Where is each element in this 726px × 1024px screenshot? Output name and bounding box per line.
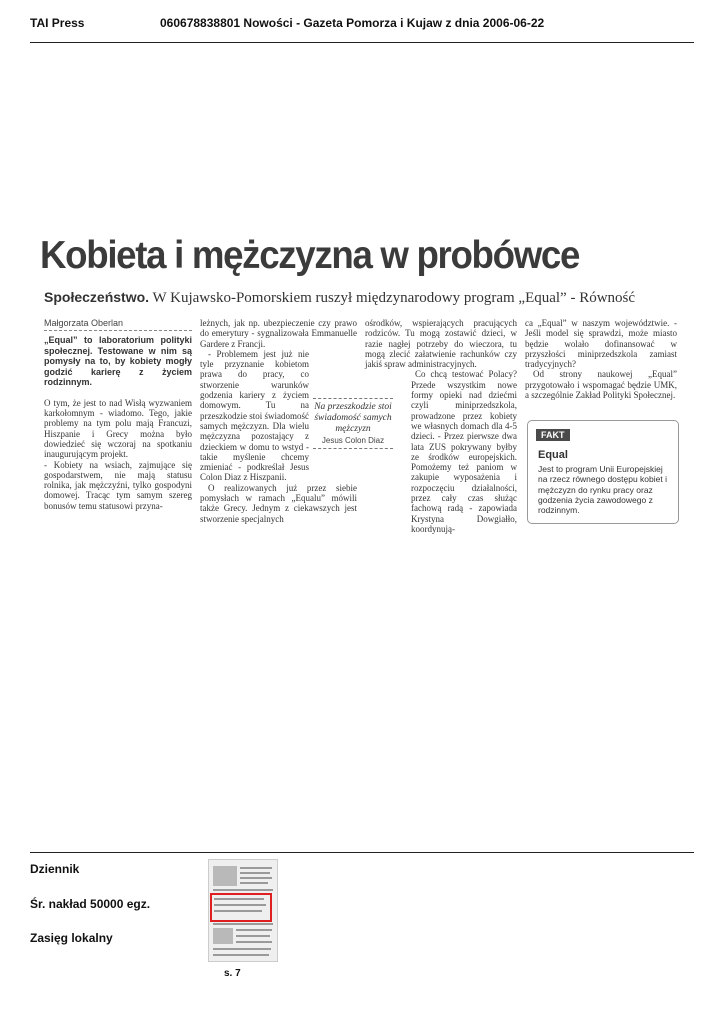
thumbnail-photo (213, 866, 237, 886)
thumbnail-line (213, 948, 271, 950)
fact-badge: FAKT (536, 429, 570, 441)
author-byline: Małgorzata Oberlan (44, 318, 192, 331)
paragraph: - Kobiety na wsiach, zajmujące się gospodarstwem, nie mają statusu rolnika, jak mężczyźni, tylko gospodyni domowej. Tracąc tym samym szereg bonusów temu statusowi przyna- (44, 459, 192, 511)
section-label: Społeczeństwo. (44, 289, 150, 305)
page-number: s. 7 (224, 968, 241, 979)
publication-info: 060678838801 Nowości - Gazeta Pomorza i Kujaw z dnia 2006-06-22 (160, 16, 545, 30)
article-headline: Kobieta i mężczyzna w probówce (40, 234, 580, 277)
pull-quote-text: Na przeszkodzie stoi świadomość samych mężczyzn (314, 402, 392, 434)
paragraph: ośrodków, wspierających pracujących rodziców. Tu mogą zostawić dzieci, w razie nagłej potrzeby do wieczora, tu mogą zlecić załatwienie rachunków czy jakiś spraw administracyjnych. (365, 318, 517, 370)
fact-box (527, 420, 679, 524)
fact-title: Equal (538, 449, 568, 461)
article-lead: „Equal” to laboratorium polityki społecznej. Testowane w nim są pomysły na to, by kobiety mogły godzić karierę z życiem rodzinnym. (44, 335, 192, 388)
thumbnail-line (240, 882, 268, 884)
distribution-range: Zasięg lokalny (30, 931, 113, 945)
paragraph: Od strony naukowej „Equal” przygotowało i wspomagać będzie UMK, a szczególnie Zakład Polityki Społecznej. (525, 369, 677, 401)
thumbnail-line (240, 867, 272, 869)
thumbnail-line (236, 935, 270, 937)
pull-quote-author: Jesus Colon Diaz (321, 436, 385, 445)
thumbnail-line (240, 872, 270, 874)
thumbnail-line (213, 889, 273, 891)
article-column-4 (525, 318, 677, 400)
publication-type: Dziennik (30, 862, 80, 876)
article-highlight-frame (210, 893, 272, 922)
paragraph: leżnych, jak np. ubezpieczenie czy prawo do emerytury - sygnalizowała Emmanuelle Gardere z Francji. (200, 318, 357, 349)
page-thumbnail (208, 859, 278, 962)
fact-text: Jest to program Unii Europejskiej na rzecz równego dostępu kobiet i mężczyzn do rynku pracy oraz godzenia życia zawodowego z rodzinnym. (538, 464, 667, 516)
article-subheadline (44, 289, 694, 307)
paragraph: - Problemem jest już nie tyle przyznanie kobietom prawa do pracy, co stworzenie warunków godzenia kariery z życiem domowym. Tu na przeszkodzie stoi świadomość samych mężczyzn. Dla wielu mężczyzna pozostający z dzieckiem w domu to wstyd - takie myślenie chcemy zmieniać - podkreślał Jesus Colon Diaz z Hiszpanii. (200, 348, 309, 483)
header-divider (30, 42, 694, 43)
thumbnail-line (236, 929, 272, 931)
thumbnail-photo (213, 928, 233, 944)
thumbnail-line (240, 877, 272, 879)
pull-quote (313, 398, 393, 449)
thumbnail-line (213, 923, 273, 925)
thumbnail-line (236, 941, 272, 943)
paragraph: O tym, że jest to nad Wisłą wyzwaniem karkołomnym - wiadomo. Tego, jakie problemy na tym polu mają Francuzi, Hiszpanie i Grecy można było dowiedzieć się wczoraj na spotkaniu inaugurującym projekt. (44, 397, 192, 460)
source-label: TAI Press (30, 16, 85, 30)
paragraph: Co chcą testować Polacy? Przede wszystkim nowe formy opieki nad dziećmi czyli miniprzedszkola, prowadzone przez kobiety we własnych domach dla 4-5 dzieci. - Przez pierwsze dwa lata ZUS pokrywany byłby ze środków europejskich. Pomożemy też paniom w zakupie wyposażenia i rozpoczęciu działalności, przez cały czas służąc fachową radą - zapowiada Krystyna Dowgiałło, koordynują- (411, 369, 517, 534)
subheadline-text: W Kujawsko-Pomorskiem ruszył międzynarodowy program „Equal” - Równość (149, 290, 636, 306)
thumbnail-line (213, 954, 269, 956)
footer-divider (30, 852, 694, 853)
paragraph: ca „Equal” w naszym województwie. - Jeśli model się sprawdzi, może miasto będzie wolało dofinansować w przyszłości miniprzedszkola zamiast tradycyjnych? (525, 318, 677, 370)
paragraph: O realizowanych już przez siebie pomysłach w ramach „Equalu” mówili także Grecy. Jednym z ciekawszych jest stworzenie specjalnych (200, 482, 357, 524)
circulation: Śr. nakład 50000 egz. (30, 897, 151, 911)
article-column-1 (44, 318, 192, 511)
